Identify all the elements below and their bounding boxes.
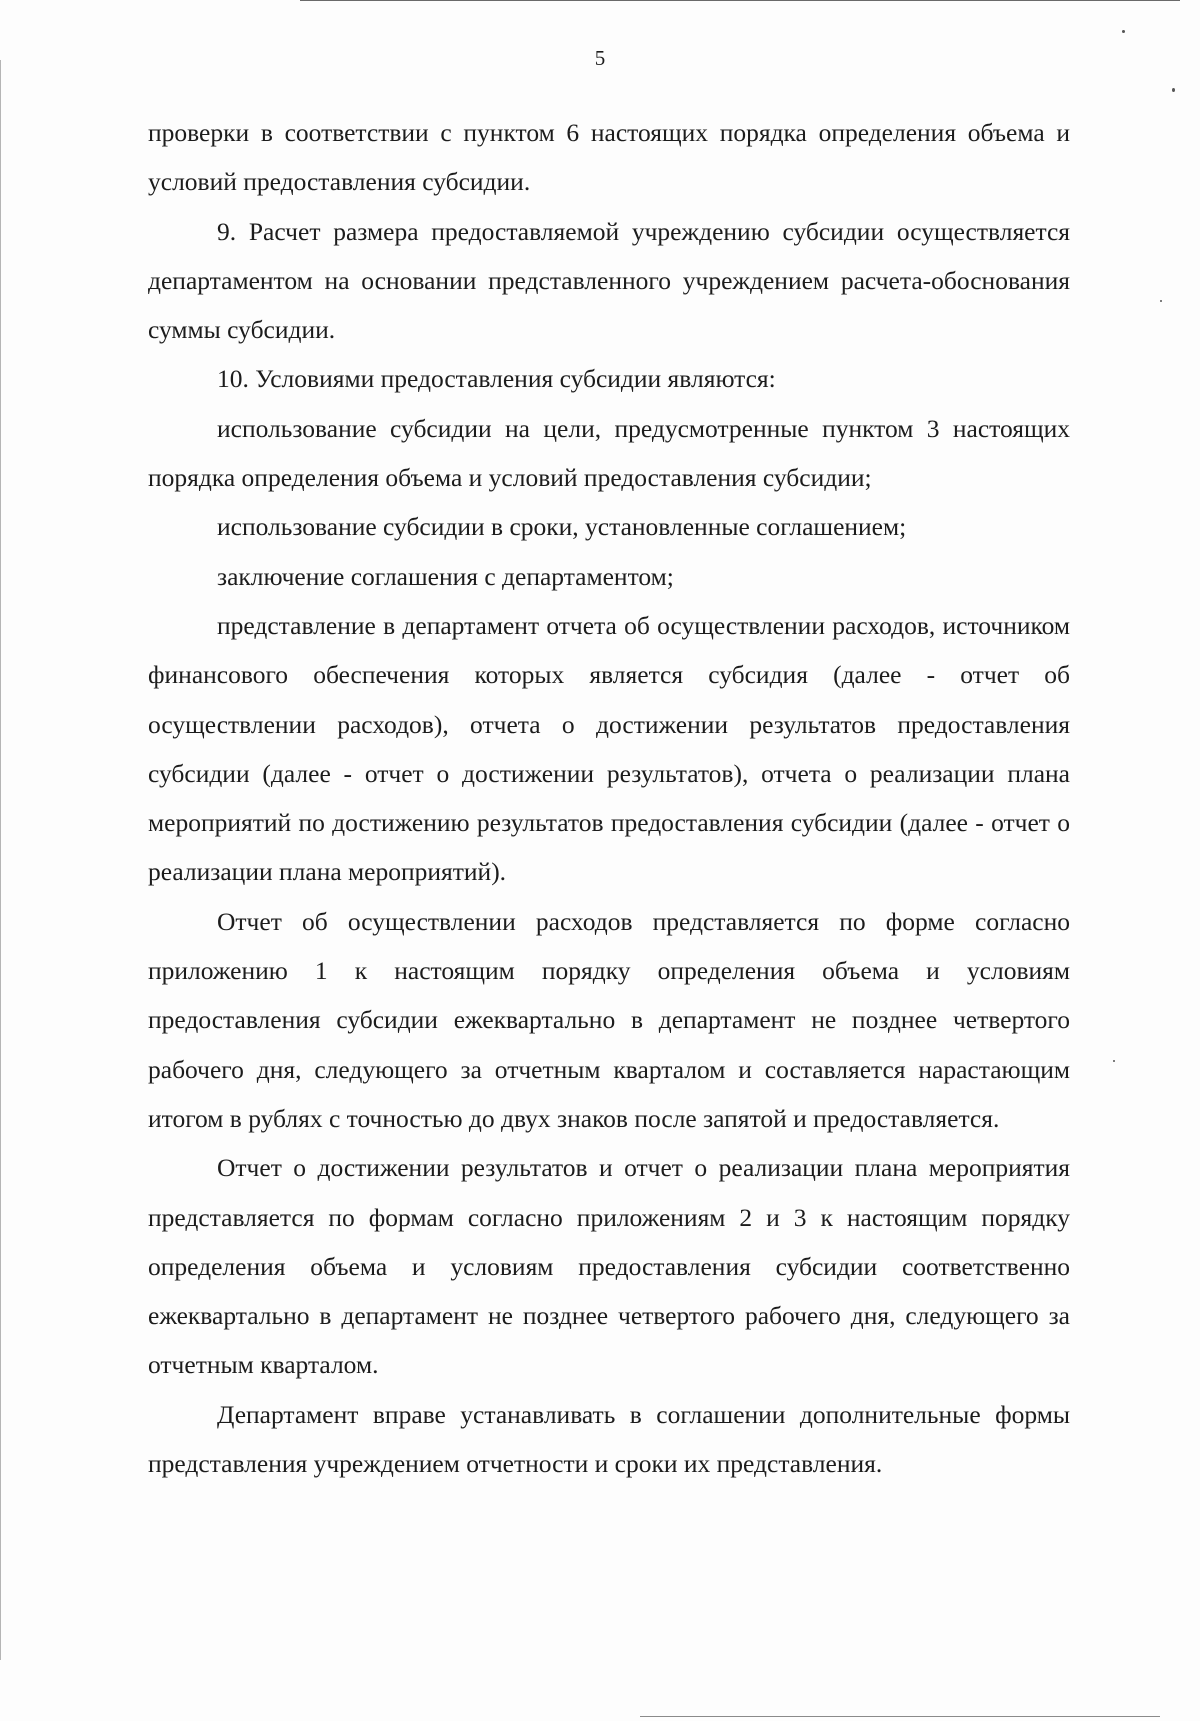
condition-list-item: заключение соглашения с департаментом; (217, 561, 674, 591)
paragraph: проверки в соответствии с пунктом 6 настоящих порядка определения объема и условий предоставления субсидии. (148, 118, 1070, 197)
paragraph: Департамент вправе устанавливать в соглашении дополнительные формы представления учреждением отчетности и сроки их представления. (148, 1399, 1070, 1479)
page-number: 5 (594, 46, 606, 70)
scan-speck (1113, 1060, 1115, 1062)
scan-edge-left (0, 60, 1, 1660)
paragraph: Отчет о достижении результатов и отчет о реализации плана мероприятия представляется по формам согласно приложениям 2 и 3 к настоящим порядку определения объема и условиям предоставления субсидии соответственно ежеквартально в департамент не позднее четвертого рабочего дня, следующего за отчетным кварталом. (148, 1153, 1070, 1380)
scan-speck (1160, 300, 1162, 302)
paragraph-item-10-heading: 10. Условиями предоставления субсидии являются: (217, 364, 776, 394)
scan-speck (1172, 88, 1175, 92)
paragraph: Отчет об осуществлении расходов представляется по форме согласно приложению 1 к настоящим порядку определения объема и условиям предоставления субсидии ежеквартально в департамент не позднее четвертого рабочего дня, следующего за отчетным кварталом и составляется нарастающим итогом в рублях с точностью до двух знаков после запятой и предоставляется. (148, 906, 1070, 1133)
condition-list-item: использование субсидии на цели, предусмотренные пунктом 3 настоящих порядка определения объема и условий предоставления субсидии; (148, 413, 1070, 493)
scan-edge-bottom (640, 1716, 1160, 1717)
document-body (148, 108, 1070, 1488)
condition-list-item: использование субсидии в сроки, установленные соглашением; (217, 512, 907, 542)
scan-edge-top (300, 0, 1180, 1)
condition-list-item: представление в департамент отчета об осуществлении расходов, источником финансового обеспечения которых является субсидия (далее - отчет об осуществлении расходов), отчета о достижении результатов предоставления субсидии (далее - отчет о достижении результатов), отчета о реализации плана мероприятий по достижению результатов предоставления субсидии (далее - отчет о реализации плана мероприятий). (148, 610, 1070, 887)
paragraph-item-9: 9. Расчет размера предоставляемой учреждению субсидии осуществляется департаментом на основании представленного учреждением расчета-обоснования суммы субсидии. (148, 216, 1070, 345)
scan-speck (1122, 30, 1125, 33)
